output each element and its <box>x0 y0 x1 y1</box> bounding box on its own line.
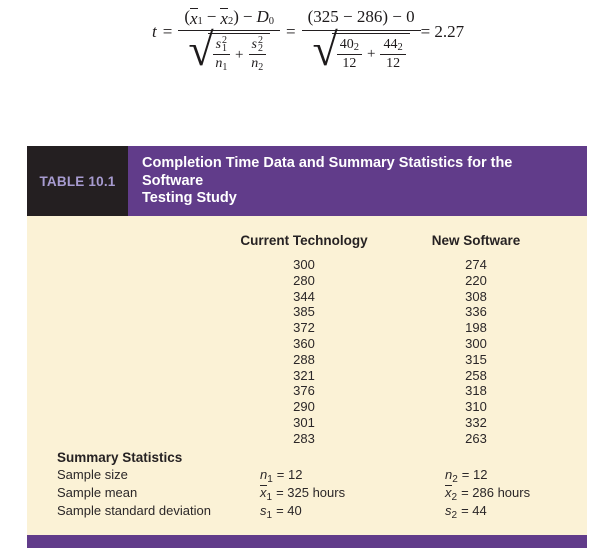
n-variable: n <box>251 56 259 71</box>
radical-sign: √ <box>188 24 214 75</box>
exponent-2: 2 <box>397 42 403 53</box>
current-technology-value: 288 <box>293 351 315 367</box>
data-rows <box>27 257 587 447</box>
paren-open: ( <box>184 7 190 26</box>
new-software-value: 263 <box>465 430 487 446</box>
t-statistic-equation <box>152 5 464 73</box>
table-title: Completion Time Data and Summary Statistics for the Software Testing Study <box>128 146 587 216</box>
summary-value-n1: $n_1 = 12$ <box>260 467 303 486</box>
table-row <box>27 415 587 431</box>
summary-value-xbar1: $x_1 = 325$ hours <box>260 485 346 504</box>
equation-result: = 2.27 <box>420 22 465 41</box>
summary-label-sample-size: Sample size <box>57 467 128 483</box>
summary-label-sample-std-dev: Sample standard deviation <box>57 503 211 519</box>
paren-close: ) <box>233 7 239 26</box>
table-row <box>27 289 587 305</box>
new-software-value: 198 <box>465 320 487 336</box>
radical-sign: √ <box>312 24 338 75</box>
equals-sign: = <box>285 22 296 41</box>
current-technology-value: 321 <box>293 367 315 383</box>
s-variable: s <box>251 37 257 52</box>
44sq-over-12: 44 2 12 <box>380 37 405 72</box>
subscript-2: 2 <box>227 16 234 27</box>
current-technology-value: 372 <box>293 320 315 336</box>
plus-sign: + <box>235 46 244 63</box>
new-software-value: 300 <box>465 336 487 352</box>
s2-over-n2: s 2 2 $n_2$ <box>249 37 266 73</box>
summary-value-n2: $n_2 = 12$ <box>445 467 488 486</box>
table-row <box>27 336 587 352</box>
D-variable: D <box>256 7 269 26</box>
current-technology-value: 376 <box>293 383 315 399</box>
new-software-value: 318 <box>465 383 487 399</box>
new-software-value: 332 <box>465 415 487 431</box>
new-software-value: 258 <box>465 367 487 383</box>
stacked-sup-sub: 2 2 <box>257 35 263 54</box>
symbolic-fraction <box>178 5 280 73</box>
radicand <box>332 33 410 72</box>
summary-value-s2: $s_2 = 44$ <box>445 503 487 522</box>
equation-lhs: t <box>152 22 157 41</box>
table-header <box>27 146 587 216</box>
current-technology-value: 283 <box>293 430 315 446</box>
new-software-value: 315 <box>465 351 487 367</box>
column-header-new-software: New Software <box>431 233 521 249</box>
x-bar-1: x <box>190 9 198 28</box>
new-software-value: 308 <box>465 288 487 304</box>
current-technology-value: 385 <box>293 304 315 320</box>
n-variable: n <box>215 56 223 71</box>
table-row <box>27 368 587 384</box>
minus-sign: − <box>242 7 253 26</box>
exponent-2: 2 <box>353 42 359 53</box>
table-label: TABLE 10.1 <box>27 146 128 216</box>
table-row <box>27 304 587 320</box>
radicand <box>208 33 270 73</box>
subscript-1: 1 <box>197 16 203 27</box>
column-header-current-technology: Current Technology <box>240 233 368 249</box>
summary-value-xbar2: $x_2 = 286$ hours <box>445 485 531 504</box>
current-technology-value: 360 <box>293 336 315 352</box>
40sq-over-12: 40 2 12 <box>337 37 362 72</box>
current-technology-value: 344 <box>293 288 315 304</box>
table-row <box>27 383 587 399</box>
s-variable: s <box>215 37 222 52</box>
current-technology-value: 280 <box>293 272 315 288</box>
table-row <box>27 273 587 289</box>
new-software-value: 310 <box>465 399 487 415</box>
new-software-value: 220 <box>465 272 487 288</box>
subscript-0: 0 <box>268 16 274 27</box>
minus-sign: − <box>206 7 217 26</box>
new-software-value: 336 <box>465 304 487 320</box>
table-row <box>27 352 587 368</box>
summary-value-s1: $s_1 = 40$ <box>260 503 302 522</box>
plus-sign: + <box>366 46 376 62</box>
table-body <box>27 216 587 535</box>
symbolic-denominator <box>188 24 270 75</box>
numeric-numerator: (325 − 286) − 0 <box>302 5 421 31</box>
new-software-value: 274 <box>465 257 487 273</box>
numeric-fraction <box>302 5 421 73</box>
table-row <box>27 431 587 447</box>
stacked-sup-sub: 2 1 <box>222 35 228 54</box>
summary-heading: Summary Statistics <box>57 450 183 466</box>
current-technology-value: 290 <box>293 399 315 415</box>
table-row <box>27 320 587 336</box>
numeric-denominator <box>312 24 409 75</box>
summary-label-sample-mean: Sample mean <box>57 485 138 501</box>
current-technology-value: 300 <box>293 257 315 273</box>
s1-over-n1: s 2 1 $n_1$ <box>213 37 230 73</box>
current-technology-value: 301 <box>293 415 315 431</box>
table-row <box>27 399 587 415</box>
bottom-accent-bar <box>27 535 587 548</box>
x-bar-2: x <box>220 9 228 28</box>
table-row <box>27 257 587 273</box>
table-10-1 <box>27 146 587 548</box>
equals-sign: = <box>162 22 173 41</box>
